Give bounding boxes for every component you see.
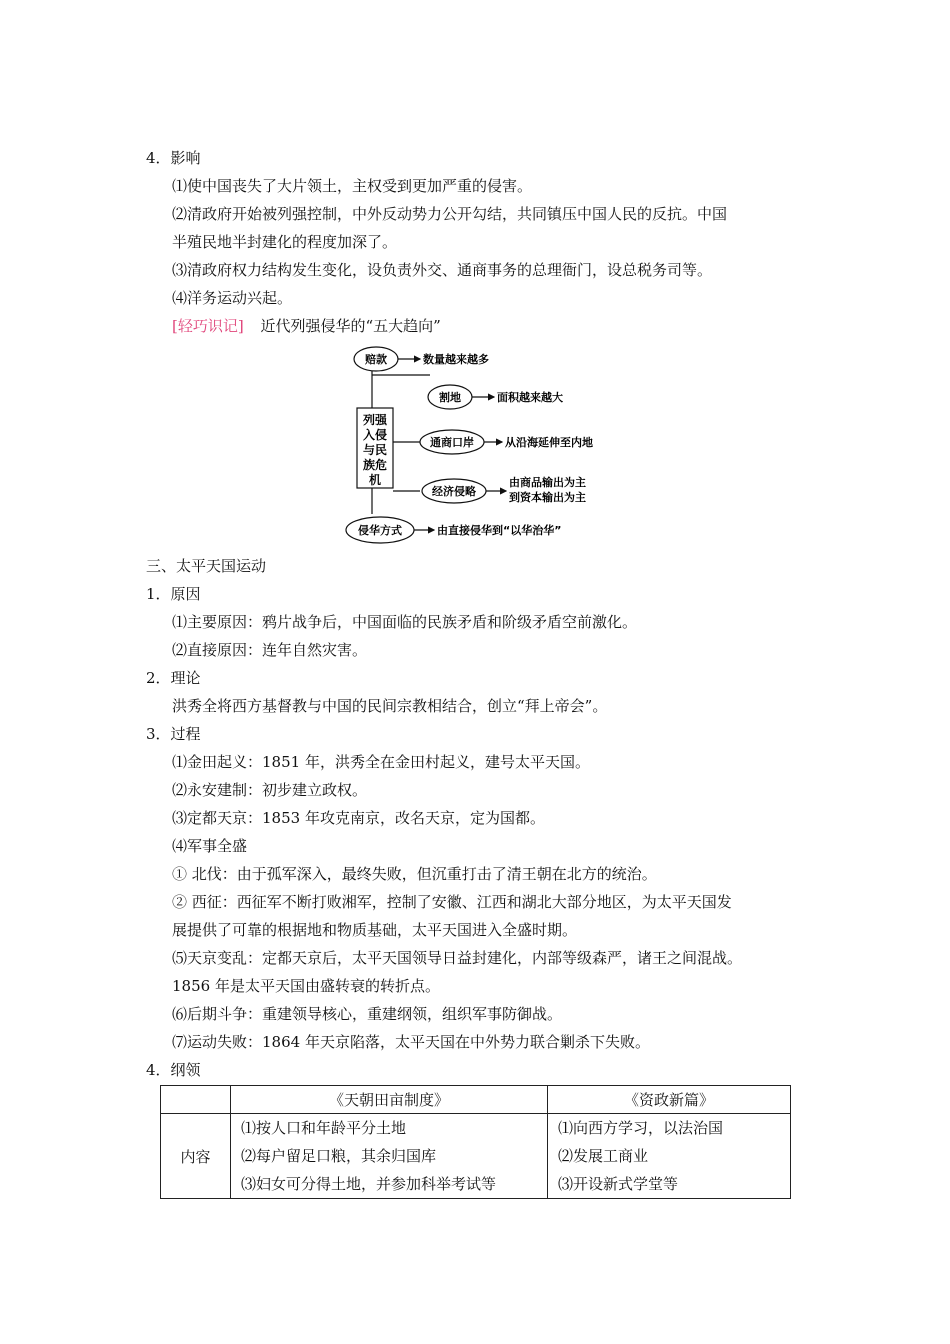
process-item-5: ⑸天京变乱：定都天京后，太平天国领导日益封建化，内部等级森严，诸王之间混战。 [172,949,743,967]
node-economic-note-2: 到资本输出为主 [509,491,586,504]
cause-heading: 1．原因 [146,585,201,603]
col2-item-1: ⑴向西方学习，以法治国 [558,1119,724,1137]
table-header-col1: 《天朝田亩制度》 [231,1086,548,1114]
memo-title: 近代列强侵华的“五大趋向” [260,317,441,335]
table-row [161,1114,791,1199]
table-corner-cell [161,1086,231,1114]
col1-item-3: ⑶妇女可分得土地，并参加科举考试等 [241,1175,497,1193]
node-method-note: 由直接侵华到“以华治华” [437,524,562,537]
node-method-label: 侵华方式 [358,524,402,537]
center-text-5: 机 [368,473,382,487]
node-compensation-note: 数量越来越多 [423,353,489,366]
node-economic-label: 经济侵略 [432,485,476,498]
table-header-row [161,1086,791,1114]
memo-line [172,316,441,336]
node-treaty-ports-note: 从沿海延伸至内地 [505,436,593,449]
process-item-2: ⑵永安建制：初步建立政权。 [172,781,368,799]
center-text-2: 入侵 [362,428,388,442]
five-trends-diagram [330,338,630,550]
impact-item-1: ⑴使中国丧失了大片领土，主权受到更加严重的侵害。 [172,177,533,195]
impact-item-2-cont: 半殖民地半封建化的程度加深了。 [172,233,398,251]
node-treaty-ports-label: 通商口岸 [430,436,474,449]
node-compensation-label: 赔款 [365,353,387,366]
center-text-1: 列强 [362,413,388,427]
process-item-1: ⑴金田起义：1851 年，洪秀全在金田村起义，建号太平天国。 [172,753,590,771]
center-text-4: 族危 [362,458,388,472]
impact-item-2: ⑵清政府开始被列强控制，中外反动势力公开勾结，共同镇压中国人民的反抗。中国 [172,205,728,223]
impact-item-4: ⑷洋务运动兴起。 [172,289,293,307]
memo-tag: [轻巧识记] [172,317,244,335]
node-economic-note-1: 由商品输出为主 [509,476,586,489]
process-item-6: ⑹后期斗争：重建领导核心，重建纲领，组织军事防御战。 [172,1005,563,1023]
process-item-3: ⑶定都天京：1853 年攻克南京，改名天京，定为国都。 [172,809,545,827]
node-territory-label: 割地 [439,391,461,404]
col1-item-1: ⑴按人口和年龄平分土地 [241,1119,407,1137]
cause-item-1: ⑴主要原因：鸦片战争后，中国面临的民族矛盾和阶级矛盾空前激化。 [172,613,638,631]
theory-text: 洪秀全将西方基督教与中国的民间宗教相结合，创立“拜上帝会”。 [172,697,608,715]
process-item-7: ⑺运动失败：1864 年天京陷落，太平天国在中外势力联合剿杀下失败。 [172,1033,650,1051]
cause-item-2: ⑵直接原因：连年自然灾害。 [172,641,368,659]
table-header-col2: 《资政新篇》 [548,1086,791,1114]
theory-heading: 2．理论 [146,669,201,687]
table-row-label: 内容 [161,1114,231,1199]
process-item-5-cont: 1856 年是太平天国由盛转衰的转折点。 [172,977,440,995]
taiping-heading: 三、太平天国运动 [146,557,267,575]
program-table [160,1085,791,1199]
table-cell-col1 [231,1114,548,1199]
node-territory-note: 面积越来越大 [497,391,563,404]
program-heading: 4．纲领 [146,1061,201,1079]
col2-item-2: ⑵发展工商业 [558,1147,649,1165]
process-heading: 3．过程 [146,725,201,743]
impact-heading: 4．影响 [146,149,201,167]
center-text-3: 与民 [362,443,388,457]
impact-item-3: ⑶清政府权力结构发生变化，设负责外交、通商事务的总理衙门，设总税务司等。 [172,261,713,279]
process-item-4: ⑷军事全盛 [172,837,248,855]
table-cell-col2 [548,1114,791,1199]
process-item-4-west: ② 西征：西征军不断打败湘军，控制了安徽、江西和湖北大部分地区，为太平天国发 [172,893,732,911]
process-item-4-north: ① 北伐：由于孤军深入，最终失败，但沉重打击了清王朝在北方的统治。 [172,865,657,883]
process-item-4-west-cont: 展提供了可靠的根据地和物质基础，太平天国进入全盛时期。 [172,921,578,939]
col2-item-3: ⑶开设新式学堂等 [558,1175,679,1193]
col1-item-2: ⑵每户留足口粮，其余归国库 [241,1147,437,1165]
